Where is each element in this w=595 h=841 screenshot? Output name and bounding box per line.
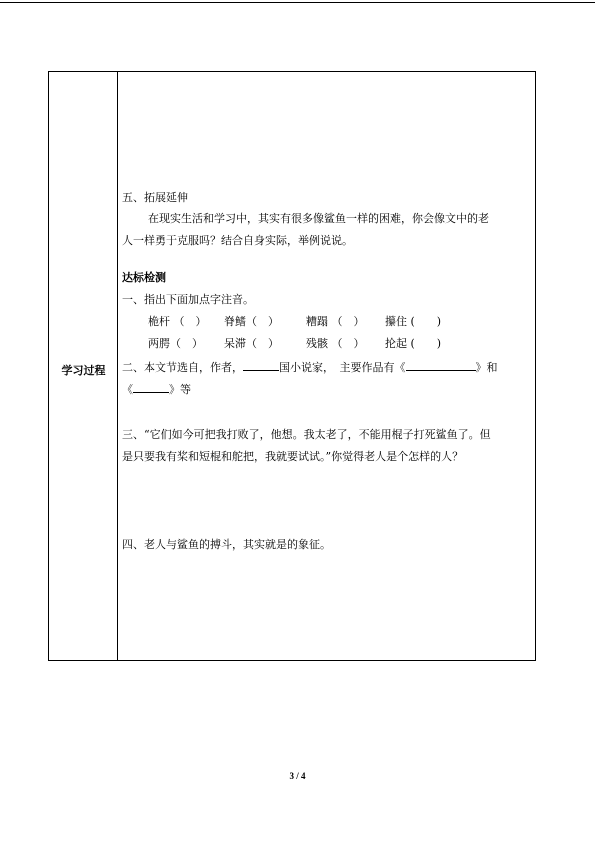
work-title-blank-1[interactable] [406,359,476,371]
pinyin-item: 呆滞（ ） [224,337,279,350]
section-5-paragraph-line-2: 人一样勇于克服吗？结合自身实际，举例说说。 [122,234,353,247]
content-cell [118,72,535,660]
pinyin-item: 桅杆 （ ） [148,315,207,328]
question-2-text-c: 》和 [475,361,498,374]
pinyin-item: 残骸 （ ） [306,337,365,350]
question-2-text-e: 》等 [169,383,191,396]
question-2-line-2 [122,381,191,397]
row-label-cell [49,72,118,660]
question-2-text-d: 《 [122,383,133,396]
question-3-line-2: 是只要我有桨和短棍和舵把，我就要试试。”你觉得老人是个怎样的人？ [122,450,464,463]
row-label: 学习过程 [61,364,106,377]
question-2-text-a: 二、本文节选自，作者， [122,361,243,374]
question-3-line-1: 三、“它们如今可把我打败了，他想。我太老了，不能用棍子打死鲨鱼了。但 [122,428,491,441]
pinyin-item: 脊鳍（ ） [224,315,279,328]
header-rule [0,2,595,3]
test-heading: 达标检测 [122,271,166,284]
work-title-blank-2[interactable] [133,381,169,393]
author-country-blank[interactable] [243,359,279,371]
pinyin-item: 糟蹋 （ ） [306,315,365,328]
pinyin-item: 攥住 ( ) [385,315,442,328]
question-1-prompt: 一、指出下面加点字注音。 [122,293,254,306]
section-5-paragraph-line-1: 在现实生活和学习中，其实有很多像鲨鱼一样的困难，你会像文中的老 [148,212,489,225]
pinyin-item: 抡起 ( ) [385,337,442,350]
question-2-line-1 [122,359,498,375]
section-5-title: 五、拓展延伸 [122,191,188,204]
question-4-line-1: 四、老人与鲨鱼的搏斗，其实就是的象征。 [122,538,331,551]
pinyin-item: 两腭（ ） [148,337,203,350]
question-2-text-b: 国小说家， 主要作品有《 [279,361,406,374]
worksheet-table [48,71,536,661]
page-number: 3 / 4 [289,771,306,781]
